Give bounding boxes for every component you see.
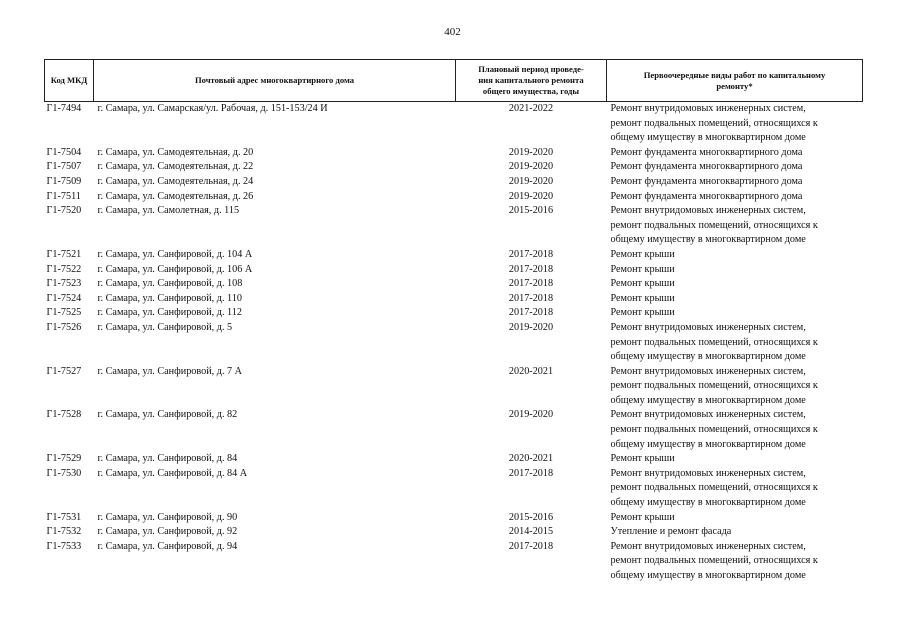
row-works — [607, 204, 863, 248]
row-works — [607, 321, 863, 365]
row-address: г. Самара, ул. Санфировой, д. 106 А — [97, 263, 253, 275]
row-period: 2015-2016 — [508, 511, 554, 523]
row-period: 2019-2020 — [508, 146, 554, 158]
row-works-line: общему имуществу в многоквартирном доме — [610, 570, 806, 581]
row-works-line: Ремонт крыши — [610, 453, 675, 465]
row-works-line: ремонт подвальных помещений, относящихся к — [610, 482, 818, 494]
row-period: 2017-2018 — [508, 292, 554, 304]
row-period: 2019-2020 — [508, 409, 554, 421]
table-row — [45, 248, 863, 263]
row-works — [607, 263, 863, 278]
row-address: г. Самара, ул. Самарская/ул. Рабочая, д. 151-153/24 И — [97, 103, 328, 114]
row-code: Г1-7504 — [46, 146, 82, 158]
row-period: 2014-2015 — [508, 526, 554, 538]
row-works-line: Ремонт крыши — [610, 263, 675, 275]
table-row — [45, 204, 863, 248]
row-period: 2017-2018 — [508, 263, 554, 275]
row-address: г. Самара, ул. Санфировой, д. 110 — [97, 292, 242, 304]
row-code: Г1-7509 — [46, 175, 82, 187]
row-address: г. Самара, ул. Санфировой, д. 90 — [97, 511, 238, 523]
row-code: Г1-7522 — [46, 263, 82, 275]
row-address: г. Самара, ул. Санфировой, д. 82 — [97, 409, 238, 421]
header-works-line: ремонту* — [716, 80, 753, 91]
row-works-line: общему имуществу в многоквартирном доме — [610, 497, 806, 509]
row-works-line: общему имуществу в многоквартирном доме — [610, 234, 806, 246]
header-period-line: ния капитального ремонта — [478, 75, 584, 85]
row-works-line: Ремонт внутридомовых инженерных систем, — [610, 321, 806, 333]
header-works-line: Первоочередные виды работ по капитальному — [643, 69, 826, 80]
row-code: Г1-7525 — [46, 307, 82, 319]
row-code: Г1-7531 — [46, 511, 82, 523]
table-row — [45, 525, 863, 540]
row-works — [607, 146, 863, 161]
row-period: 2019-2020 — [508, 175, 554, 187]
table-row — [45, 263, 863, 278]
row-works — [607, 160, 863, 175]
header-period-line: общего имущества, годы — [482, 86, 580, 96]
row-works-line: Ремонт крыши — [610, 248, 675, 260]
row-code: Г1-7511 — [46, 190, 81, 202]
row-works — [607, 540, 863, 584]
row-code: Г1-7521 — [46, 248, 82, 260]
page-number: 402 — [444, 26, 461, 38]
table-row — [45, 321, 863, 365]
row-works-line: Ремонт внутридомовых инженерных систем, — [610, 540, 806, 552]
row-works-line: Ремонт внутридомовых инженерных систем, — [610, 409, 806, 421]
header-period — [456, 60, 607, 102]
table-row — [45, 292, 863, 307]
row-period: 2019-2020 — [508, 190, 554, 202]
row-works — [607, 365, 863, 409]
row-address: г. Самара, ул. Самодеятельная, д. 20 — [97, 146, 254, 158]
table-row — [45, 146, 863, 161]
row-works — [607, 408, 863, 452]
row-address: г. Самара, ул. Самодеятельная, д. 22 — [97, 161, 254, 173]
row-period: 2020-2021 — [508, 365, 554, 377]
table-body — [45, 102, 863, 584]
row-address: г. Самара, ул. Самолетная, д. 115 — [97, 205, 240, 217]
table-row — [45, 190, 863, 205]
row-works — [607, 525, 863, 540]
table-row — [45, 277, 863, 292]
row-period: 2017-2018 — [508, 467, 554, 479]
row-works-line: ремонт подвальных помещений, относящихся к — [610, 380, 818, 392]
row-works-line: ремонт подвальных помещений, относящихся к — [610, 219, 818, 231]
table-row — [45, 306, 863, 321]
table-row — [45, 365, 863, 409]
row-address: г. Самара, ул. Санфировой, д. 112 — [97, 307, 242, 319]
row-code: Г1-7520 — [46, 205, 82, 217]
row-address: г. Самара, ул. Санфировой, д. 104 А — [97, 248, 253, 260]
row-works-line: Утепление и ремонт фасада — [610, 526, 732, 538]
header-works — [607, 60, 863, 102]
row-works — [607, 292, 863, 307]
header-code: Код МКД — [45, 60, 94, 102]
row-works-line: Ремонт внутридомовых инженерных систем, — [610, 365, 806, 377]
row-works — [607, 102, 863, 146]
row-period: 2017-2018 — [508, 307, 554, 319]
header-period-line: Плановый период проведе- — [478, 64, 584, 74]
row-works-line: Ремонт фундамента многоквартирного дома — [610, 161, 803, 173]
row-works-line: Ремонт внутридомовых инженерных систем, — [610, 467, 806, 479]
row-period: 2021-2022 — [508, 103, 554, 114]
row-address: г. Самара, ул. Санфировой, д. 84 — [97, 453, 238, 465]
row-address: г. Самара, ул. Санфировой, д. 94 — [97, 540, 238, 552]
table-row — [45, 102, 863, 146]
row-period: 2020-2021 — [508, 453, 554, 465]
row-code: Г1-7530 — [46, 467, 82, 479]
row-works — [607, 467, 863, 511]
header-address: Почтовый адрес многоквартирного дома — [94, 60, 456, 102]
row-works-line: общему имуществу в многоквартирном доме — [610, 438, 806, 450]
row-address: г. Самара, ул. Самодеятельная, д. 24 — [97, 175, 254, 187]
row-code: Г1-7529 — [46, 453, 82, 465]
row-works — [607, 190, 863, 205]
table-row — [45, 511, 863, 526]
row-works — [607, 452, 863, 467]
row-code: Г1-7523 — [46, 278, 82, 290]
row-works-line: Ремонт фундамента многоквартирного дома — [610, 146, 803, 158]
row-address: г. Самара, ул. Самодеятельная, д. 26 — [97, 190, 254, 202]
row-works — [607, 277, 863, 292]
table-row — [45, 175, 863, 190]
row-works-line: Ремонт фундамента многоквартирного дома — [610, 175, 803, 187]
row-code: Г1-7533 — [46, 540, 82, 552]
row-code: Г1-7524 — [46, 292, 82, 304]
row-period: 2017-2018 — [508, 540, 554, 552]
row-works-line: общему имуществу в многоквартирном доме — [610, 132, 806, 144]
row-code: Г1-7494 — [46, 103, 82, 114]
row-works — [607, 175, 863, 190]
row-address: г. Самара, ул. Санфировой, д. 5 — [97, 321, 233, 333]
table-row — [45, 467, 863, 511]
row-works-line: Ремонт крыши — [610, 307, 675, 319]
row-address: г. Самара, ул. Санфировой, д. 108 — [97, 278, 243, 290]
row-period: 2019-2020 — [508, 161, 554, 173]
capital-repair-table — [44, 59, 863, 584]
row-works-line: Ремонт крыши — [610, 511, 675, 523]
row-works-line: ремонт подвальных помещений, относящихся к — [610, 336, 818, 348]
table-header-row — [45, 60, 863, 102]
row-works-line: Ремонт внутридомовых инженерных систем, — [610, 205, 806, 217]
row-works-line: общему имуществу в многоквартирном доме — [610, 394, 806, 406]
row-address: г. Самара, ул. Санфировой, д. 84 А — [97, 467, 248, 479]
row-period: 2019-2020 — [508, 321, 554, 333]
row-works — [607, 248, 863, 263]
row-works-line: Ремонт крыши — [610, 278, 675, 290]
row-period: 2015-2016 — [508, 205, 554, 217]
row-period: 2017-2018 — [508, 248, 554, 260]
row-works-line: Ремонт внутридомовых инженерных систем, — [610, 103, 806, 114]
row-works-line: Ремонт крыши — [610, 292, 675, 304]
table-row — [45, 408, 863, 452]
row-works-line: ремонт подвальных помещений, относящихся к — [610, 555, 818, 567]
row-works — [607, 306, 863, 321]
row-code: Г1-7507 — [46, 161, 82, 173]
row-address: г. Самара, ул. Санфировой, д. 7 А — [97, 365, 243, 377]
table-row — [45, 540, 863, 584]
row-works-line: общему имуществу в многоквартирном доме — [610, 351, 806, 363]
row-code: Г1-7532 — [46, 526, 82, 538]
row-works — [607, 511, 863, 526]
row-works-line: ремонт подвальных помещений, относящихся к — [610, 424, 818, 436]
row-works-line: ремонт подвальных помещений, относящихся к — [610, 117, 818, 129]
table-row — [45, 160, 863, 175]
table-row — [45, 452, 863, 467]
row-address: г. Самара, ул. Санфировой, д. 92 — [97, 526, 238, 538]
row-works-line: Ремонт фундамента многоквартирного дома — [610, 190, 803, 202]
row-period: 2017-2018 — [508, 278, 554, 290]
row-code: Г1-7526 — [46, 321, 82, 333]
row-code: Г1-7528 — [46, 409, 82, 421]
row-code: Г1-7527 — [46, 365, 82, 377]
